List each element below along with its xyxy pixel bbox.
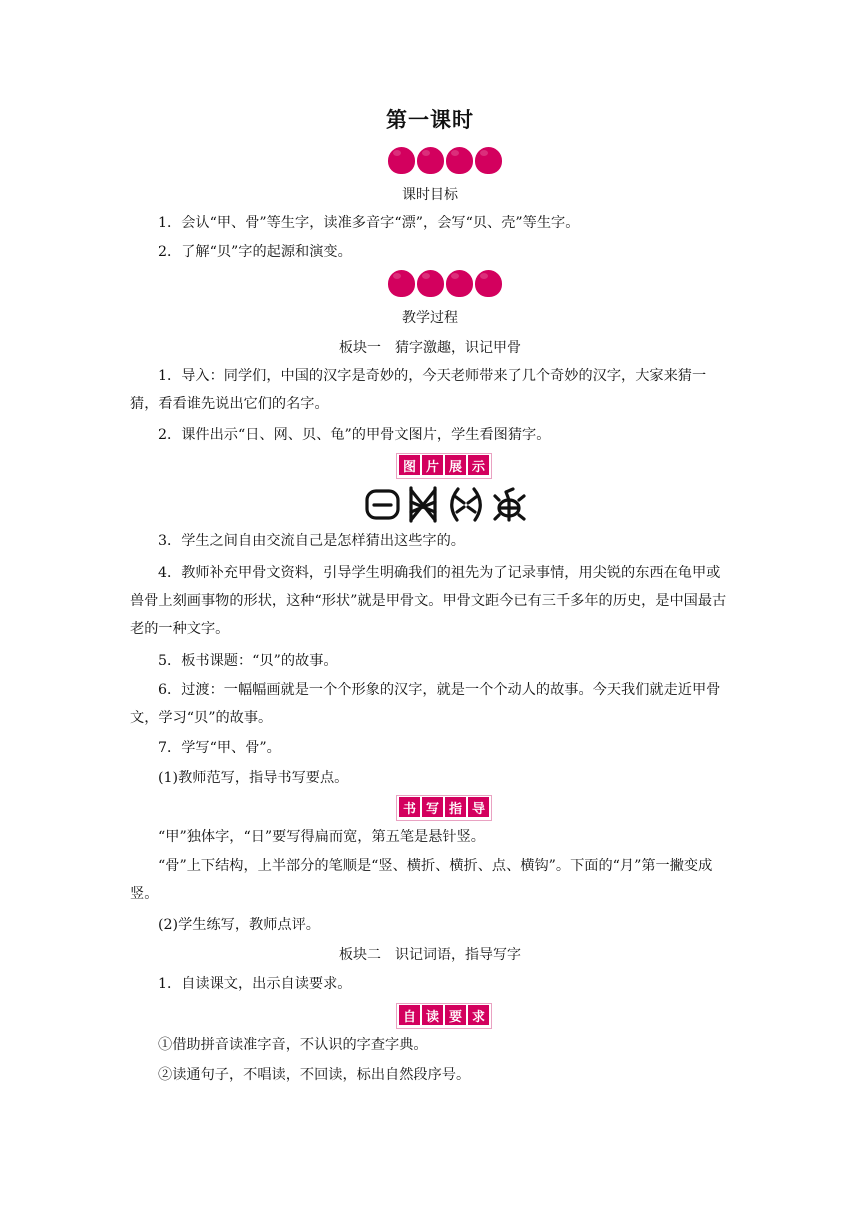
tag-picture-display xyxy=(396,453,492,479)
paragraph-4: 4．教师补充甲骨文资料，引导学生明确我们的祖先为了记录事情，用尖锐的东西在龟甲或兽骨上刻画事物的形状，这种“形状”就是甲骨文。甲骨文距今已有三千多年的历史，是中国最古老的一种文字。 xyxy=(130,565,727,637)
dot-icon xyxy=(388,147,415,174)
decorative-dots-process xyxy=(388,270,504,302)
tag-char: 导 xyxy=(468,797,489,817)
tag-char: 图 xyxy=(399,455,420,475)
paragraph-1: 1．导入：同学们，中国的汉字是奇妙的，今天老师带来了几个奇妙的汉字，大家来猜一猜，看看谁先说出它们的名字。 xyxy=(130,368,707,412)
dot-icon xyxy=(446,147,473,174)
tag-char: 示 xyxy=(468,455,489,475)
paragraph-6: 6．过渡：一幅幅画就是一个个形象的汉字，就是一个个动人的故事。今天我们就走近甲骨文，学习“贝”的故事。 xyxy=(130,682,721,726)
paragraph-5: 5．板书课题：“贝”的故事。 xyxy=(158,653,338,669)
block2-paragraph-1: 1．自读课文，出示自读要求。 xyxy=(158,976,352,992)
block1-title: 板块一 猜字激趣，识记甲骨 xyxy=(339,340,521,356)
dot-icon xyxy=(446,270,473,297)
goal-item-1: 1．会认“甲、骨”等生字，读准多音字“漂”，会写“贝、壳”等生字。 xyxy=(158,215,580,231)
dot-icon xyxy=(417,147,444,174)
dot-icon xyxy=(475,147,502,174)
tag-char: 读 xyxy=(422,1005,443,1025)
decorative-dots-goals xyxy=(388,147,504,179)
writing-note-jia: “甲”独体字，“日”要写得扁而宽，第五笔是悬针竖。 xyxy=(158,829,485,845)
goal-item-2: 2．了解“贝”字的起源和演变。 xyxy=(158,244,352,260)
dot-icon xyxy=(388,270,415,297)
tag-char: 自 xyxy=(399,1005,420,1025)
oracle-gui-icon xyxy=(495,489,524,520)
tag-writing-guide xyxy=(396,795,492,821)
tag-char: 要 xyxy=(445,1005,466,1025)
paragraph-2: 2．课件出示“日、网、贝、龟”的甲骨文图片，学生看图猜字。 xyxy=(158,427,551,443)
writing-note-gu: “骨”上下结构，上半部分的笔顺是“竖、横折、横折、点、横钩”。下面的“月”第一撇变成竖。 xyxy=(130,858,713,902)
oracle-wang-icon xyxy=(411,488,435,521)
tag-char: 指 xyxy=(445,797,466,817)
paragraph-7: 7．学写“甲、骨”。 xyxy=(158,740,281,756)
section-heading-goals: 课时目标 xyxy=(402,187,458,203)
tag-reading-requirements xyxy=(396,1003,492,1029)
reading-requirement-2: ②读通句子，不唱读，不回读，标出自然段序号。 xyxy=(158,1067,471,1083)
paragraph-3: 3．学生之间自由交流自己是怎样猜出这些字的。 xyxy=(158,533,465,549)
paragraph-7a: (1)教师范写，指导书写要点。 xyxy=(158,770,349,786)
tag-char: 书 xyxy=(399,797,420,817)
tag-char: 片 xyxy=(422,455,443,475)
section-heading-process: 教学过程 xyxy=(402,310,458,326)
tag-char: 写 xyxy=(422,797,443,817)
dot-icon xyxy=(417,270,444,297)
oracle-bone-glyphs-image xyxy=(364,484,528,524)
block2-title: 板块二 识记词语，指导写字 xyxy=(339,947,521,963)
tag-char: 求 xyxy=(468,1005,489,1025)
paragraph-7b: (2)学生练写，教师点评。 xyxy=(158,917,320,933)
oracle-bei-icon xyxy=(452,489,481,520)
reading-requirement-1: ①借助拼音读准字音，不认识的字查字典。 xyxy=(158,1037,428,1053)
lesson-title: 第一课时 xyxy=(386,108,474,132)
tag-char: 展 xyxy=(445,455,466,475)
dot-icon xyxy=(475,270,502,297)
